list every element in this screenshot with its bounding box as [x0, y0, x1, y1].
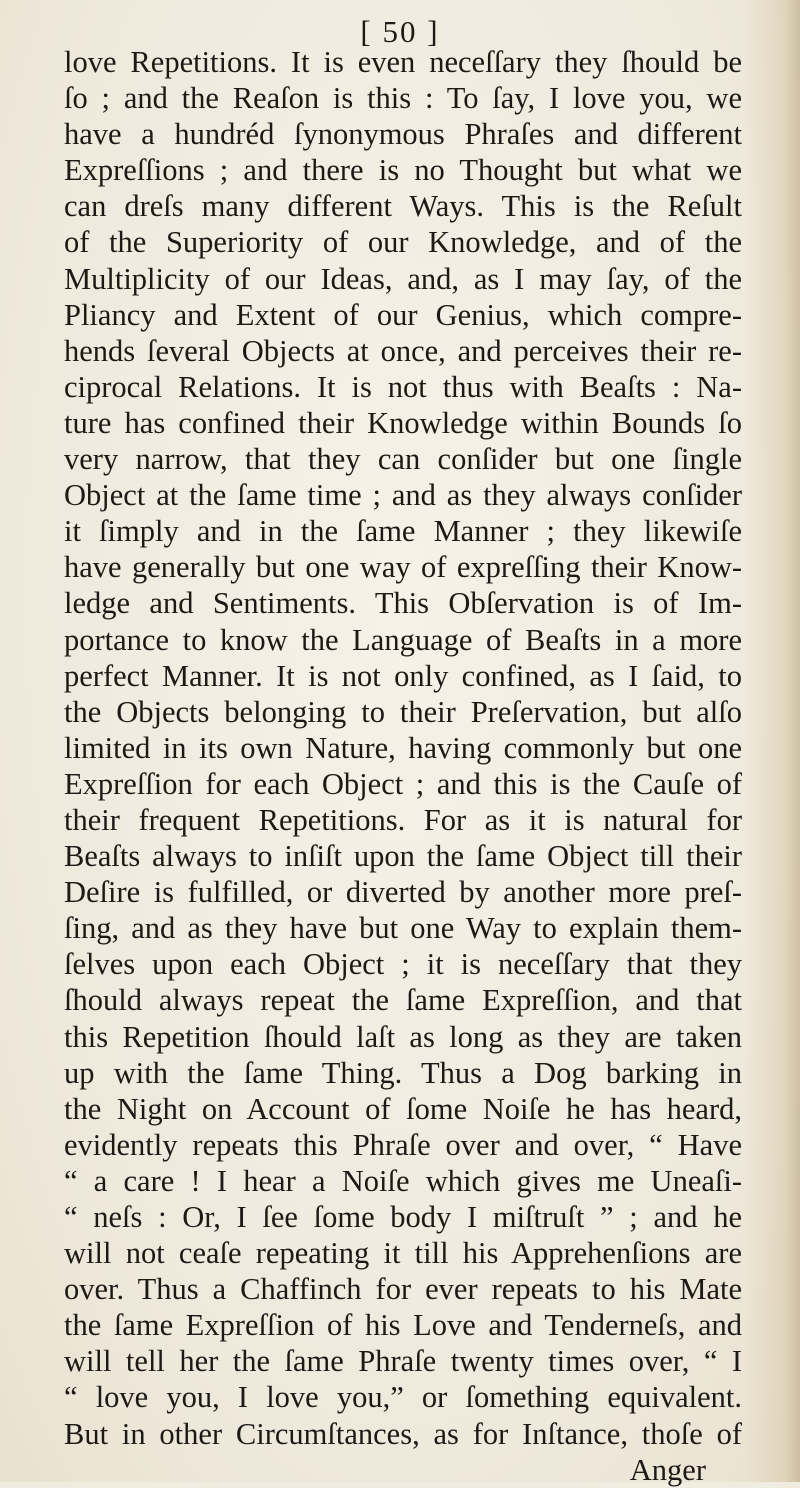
text-line: will tell her the ſame Phraſe twenty times over, “ I [64, 1344, 742, 1379]
text-line: Deſire is fulfilled, or diverted by another more preſ- [64, 875, 742, 910]
text-line: “ neſs : Or, I ſee ſome body I miſtruſt ” ; and he [64, 1200, 742, 1234]
body-text [64, 44, 742, 1488]
text-line: Pliancy and Extent of our Genius, which compre- [64, 297, 742, 332]
text-line: ledge and Sentiments. This Obſervation is of Im- [64, 586, 742, 621]
text-line: have generally but one way of expreſſing their Know- [64, 550, 742, 585]
text-line: will not ceaſe repeating it till his Apprehenſions are [64, 1236, 742, 1271]
text-line: ture has confined their Knowledge within Bounds ſo [64, 405, 742, 440]
text-line: hends ſeveral Objects at once, and perceives their re- [64, 333, 742, 368]
page-number: [ 50 ] [360, 14, 440, 49]
text-line: “ love you, I love you,” or ſomething equivalent. [64, 1380, 742, 1415]
text-line: “ a care ! I hear a Noiſe which gives me Uneaſi- [64, 1163, 742, 1198]
text-line: up with the ſame Thing. Thus a Dog barking in [64, 1055, 742, 1090]
text-line: perfect Manner. It is not only confined, as I ſaid, to [64, 658, 742, 693]
text-line: can dreſs many different Ways. This is the Reſult [64, 189, 742, 224]
text-line: Expreſſions ; and there is no Thought but what we [64, 153, 742, 188]
text-line: the Objects belonging to their Preſervation, but alſo [64, 694, 742, 729]
text-line: Beaſts always to inſiſt upon the ſame Object till their [64, 839, 742, 874]
text-line: Expreſſion for each Object ; and this is the Cauſe of [64, 766, 742, 801]
text-line: this Repetition ſhould laſt as long as they are taken [64, 1019, 742, 1054]
text-line: love Repetitions. It is even neceſſary they ſhould be [64, 45, 742, 79]
text-line: evidently repeats this Phraſe over and over, “ Have [64, 1127, 742, 1162]
text-line: it ſimply and in the ſame Manner ; they likewiſe [64, 514, 742, 549]
text-line: ſing, and as they have but one Way to explain them- [64, 911, 742, 946]
text-line: have a hundréd ſynonymous Phraſes and different [64, 117, 742, 152]
text-line: over. Thus a Chaffinch for ever repeats to his Mate [64, 1272, 742, 1307]
text-line: ſhould always repeat the ſame Expreſſion, and that [64, 983, 742, 1018]
text-line: their frequent Repetitions. For as it is natural for [64, 802, 742, 837]
text-line: Multiplicity of our Ideas, and, as I may ſay, of the [64, 261, 742, 296]
text-line: Object at the ſame time ; and as they always conſider [64, 478, 742, 513]
text-line: ſo ; and the Reaſon is this : To ſay, I love you, we [64, 81, 742, 116]
text-line: very narrow, that they can conſider but one ſingle [64, 442, 742, 477]
text-line: limited in its own Nature, having commonly but one [64, 730, 742, 765]
text-line: portance to know the Language of Beaſts in a more [64, 622, 742, 657]
text-line: ciprocal Relations. It is not thus with Beaſts : Na- [64, 369, 742, 404]
text-line: But in other Circumſtances, as for Inſtance, thoſe of [64, 1416, 742, 1451]
text-line: ſelves upon each Object ; it is neceſſary that they [64, 947, 742, 982]
text-line: the ſame Expreſſion of his Love and Tenderneſs, and [64, 1308, 742, 1343]
text-line: of the Superiority of our Knowledge, and of the [64, 225, 742, 260]
text-line: the Night on Account of ſome Noiſe he has heard, [64, 1091, 742, 1126]
catchword: Anger [629, 1452, 706, 1487]
